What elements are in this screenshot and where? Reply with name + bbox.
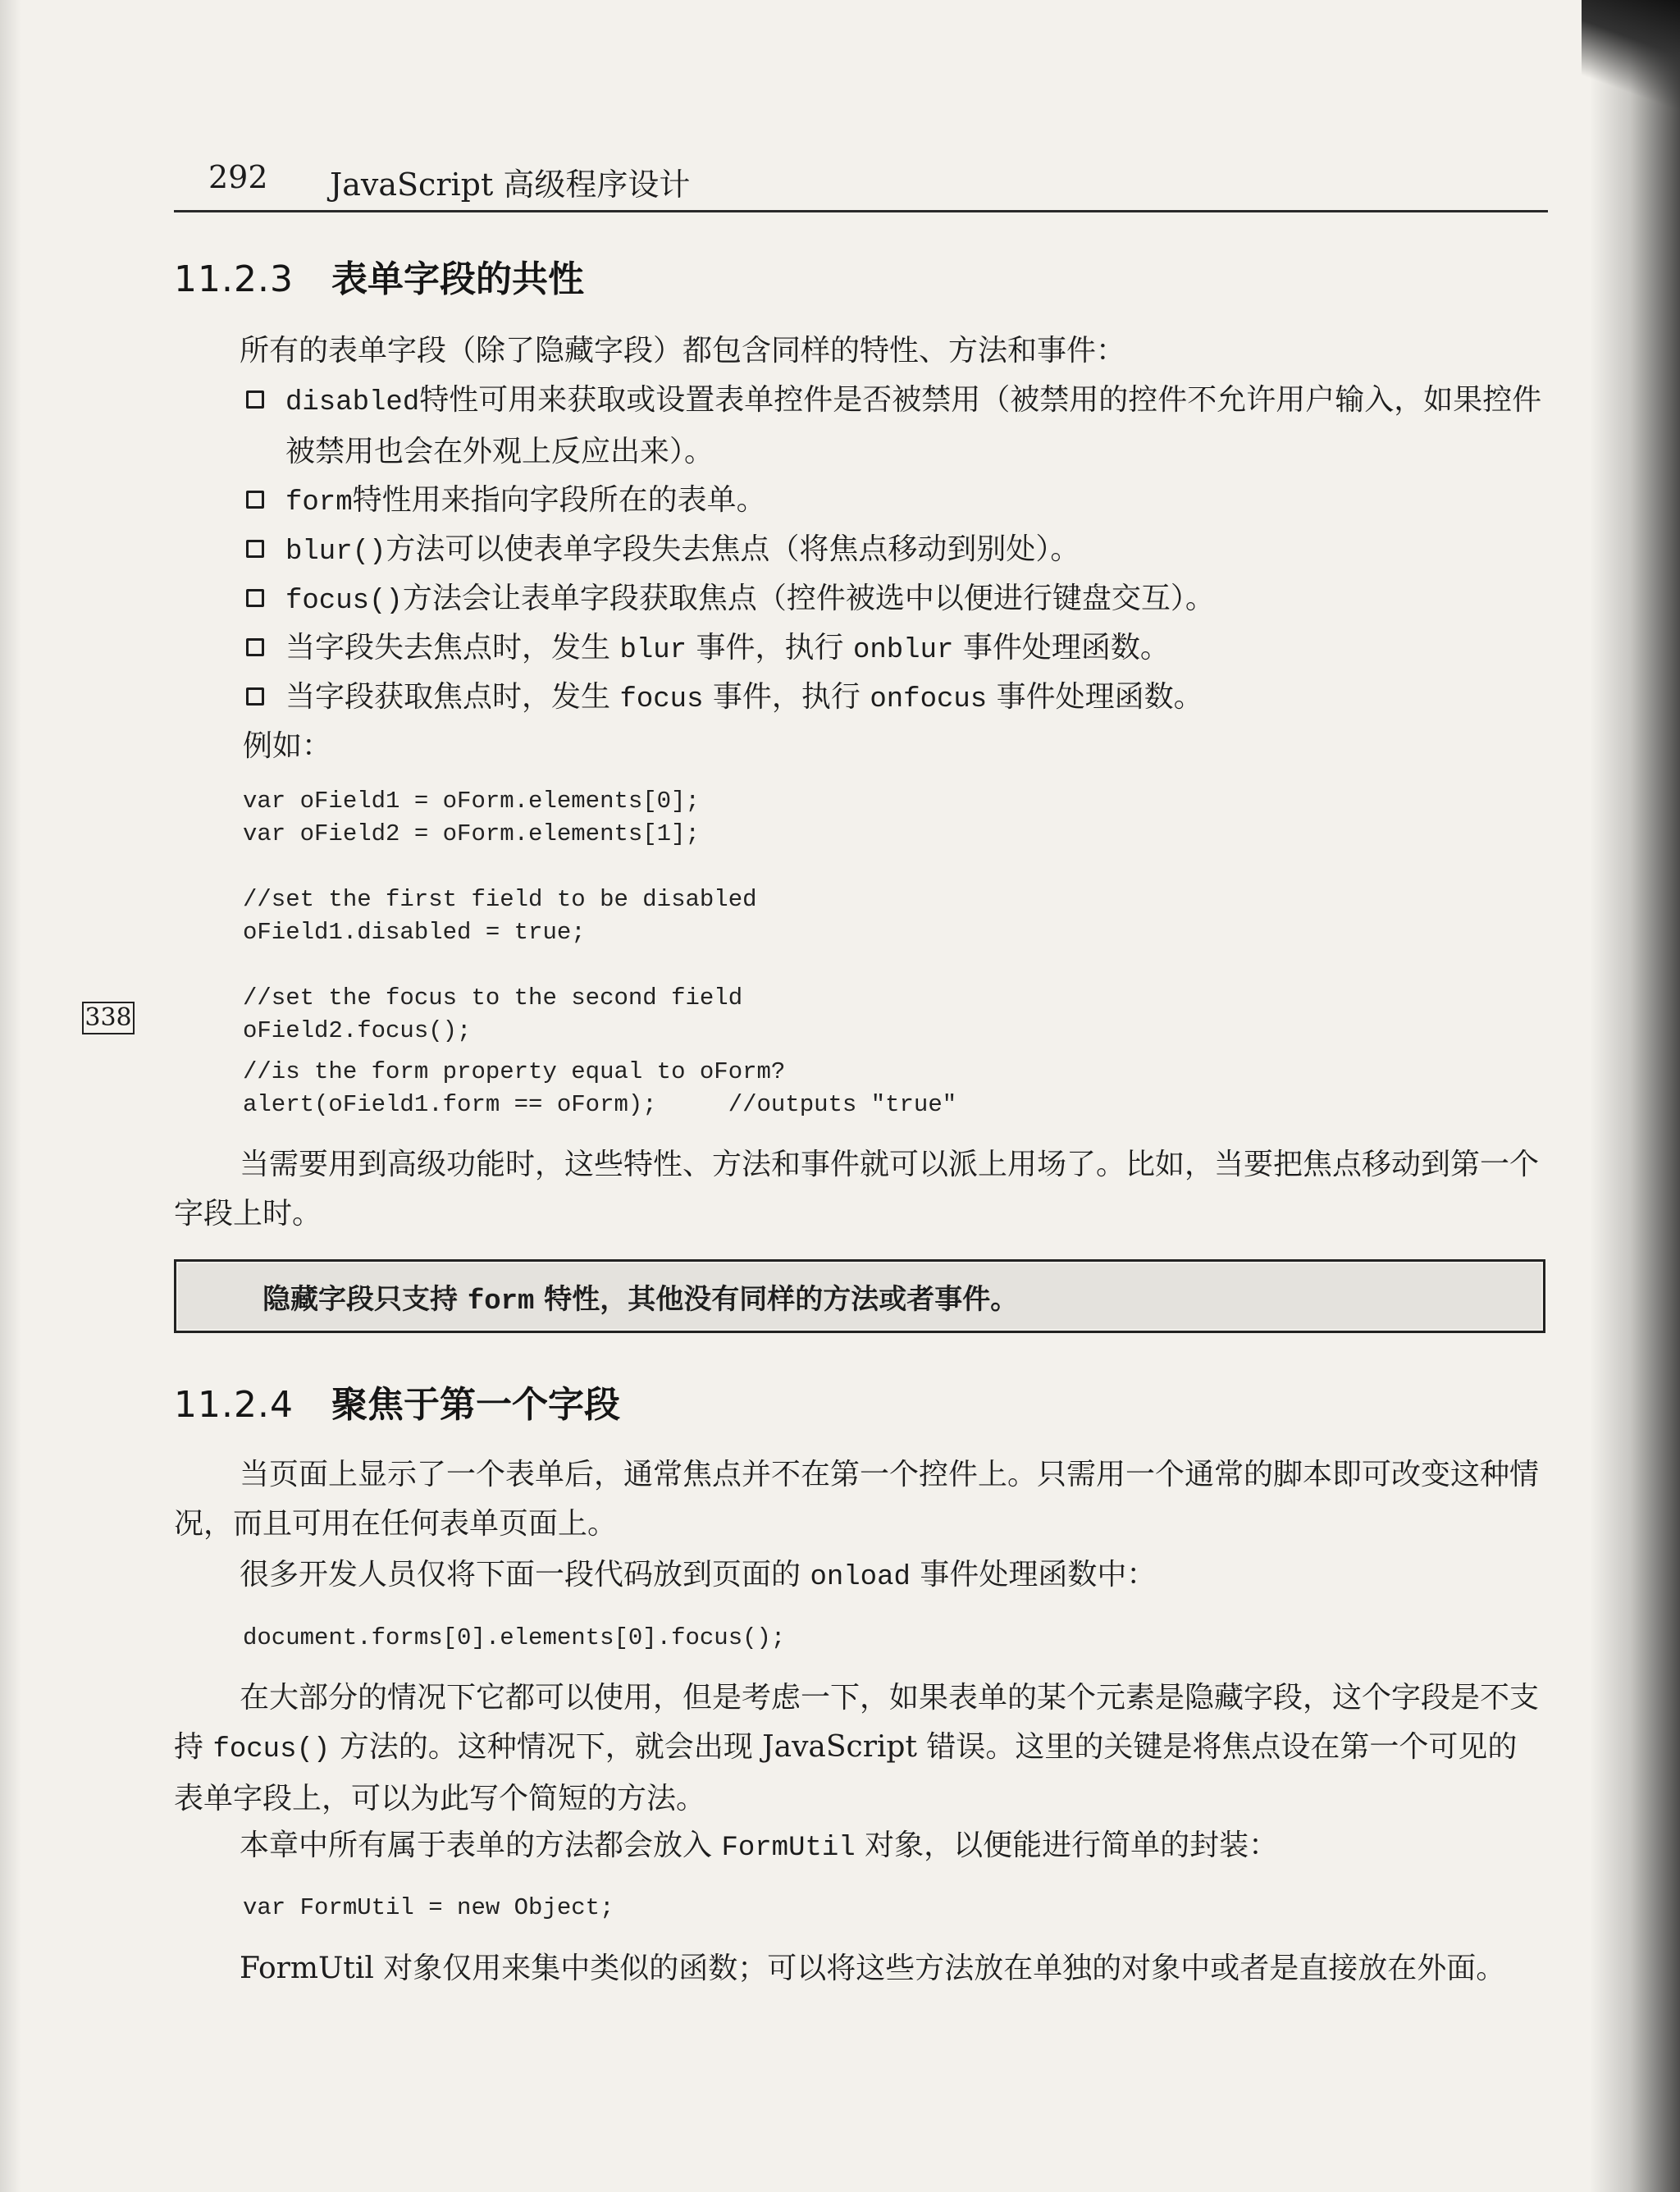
list-item-text: 事件处理函数。: [953, 631, 1170, 664]
note-box: [174, 1259, 1545, 1333]
code-line: var oField1 = oForm.elements[0];: [243, 788, 700, 815]
page-number: 292: [208, 159, 268, 195]
paragraph-text: 本章中所有属于表单的方法都会放入: [240, 1829, 722, 1862]
checkbox-bullet-icon: [246, 589, 264, 607]
note-text-part: 特性，其他没有同样的方法或者事件。: [534, 1283, 1019, 1316]
example-label: 例如：: [243, 729, 332, 763]
body-paragraph: 当需要用到高级功能时，这些特性、方法和事件就可以派上用场了。比如，当要把焦点移动到第一个字段上时。: [174, 1148, 1540, 1231]
checkbox-bullet-icon: [246, 687, 264, 706]
paragraph-text: 很多开发人员仅将下面一段代码放到页面的: [240, 1558, 810, 1591]
code-line: oField1.disabled = true;: [243, 919, 586, 946]
inline-code: focus: [619, 684, 704, 715]
inline-code: focus(): [285, 586, 403, 617]
list-item-text: 事件处理函数。: [987, 680, 1203, 714]
section-title: 表单字段的共性: [331, 258, 584, 300]
inline-code: onblur: [852, 635, 954, 666]
code-line: var oField2 = oForm.elements[1];: [243, 820, 700, 847]
list-item: [244, 673, 1549, 724]
code-line: var FormUtil = new Object;: [243, 1894, 614, 1921]
note-text-part: 隐藏字段只支持: [262, 1283, 468, 1316]
inline-code: disabled: [285, 387, 420, 418]
list-item-text: 当字段失去焦点时，发生: [285, 631, 620, 664]
list-item-text: 方法会让表单字段获取焦点（控件被选中以便进行键盘交互）。: [402, 582, 1215, 615]
intro-paragraph: 所有的表单字段（除了隐藏字段）都包含同样的特性、方法和事件：: [240, 334, 1126, 368]
body-paragraph: [174, 1550, 1544, 1602]
list-item: [244, 623, 1549, 675]
page-corner-fold: [1582, 0, 1680, 123]
list-item-text: 方法可以使表单字段失去焦点（将焦点移动到别处）。: [386, 532, 1080, 566]
inline-code: form: [467, 1286, 535, 1317]
section-heading-11-2-3: [174, 249, 584, 302]
inline-code: form: [285, 487, 353, 518]
body-paragraph: FormUtil 对象仅用来集中类似的函数；可以将这些方法放在单独的对象中或者是直接放在外面。: [240, 1952, 1506, 1985]
section-title: 聚焦于第一个字段: [331, 1384, 620, 1426]
running-header: [174, 156, 1548, 212]
section-number: 11.2.4: [174, 1384, 294, 1426]
list-item: [244, 525, 1549, 577]
page-left-edge: [0, 0, 21, 2192]
page-gutter-shadow: [1590, 0, 1680, 2192]
paragraph-text: 方法的。这种情况下，就会出现 JavaScript 错误。这里的关键是将焦点设在第一个可见的表单字段上，可以为此写个简短的方法。: [174, 1730, 1518, 1815]
paragraph-text: 事件处理函数中：: [910, 1558, 1157, 1591]
code-line: alert(oField1.form == oForm); //outputs "true": [243, 1091, 957, 1118]
inline-code: blur: [619, 635, 687, 666]
body-paragraph: [174, 1674, 1544, 1824]
inline-code: focus(): [212, 1734, 331, 1765]
margin-cross-reference: 338: [82, 1002, 135, 1034]
body-paragraph: [174, 1821, 1544, 1873]
code-line: document.forms[0].elements[0].focus();: [243, 1624, 786, 1651]
list-item-text: 当字段获取焦点时，发生: [285, 680, 620, 714]
book-title: JavaScript 高级程序设计: [330, 167, 691, 203]
checkbox-bullet-icon: [246, 390, 264, 409]
code-line: //set the first field to be disabled: [243, 886, 757, 913]
checkbox-bullet-icon: [246, 491, 264, 509]
list-item: [244, 376, 1549, 477]
checkbox-bullet-icon: [246, 638, 264, 656]
paragraph-text: 对象，以便能进行简单的封装：: [855, 1829, 1279, 1862]
inline-code: blur(): [285, 537, 386, 568]
inline-code: FormUtil: [721, 1833, 856, 1864]
body-paragraph: 当页面上显示了一个表单后，通常焦点并不在第一个控件上。只需用一个通常的脚本即可改变这种情况，而且可用在任何表单页面上。: [174, 1458, 1540, 1541]
list-item: [244, 476, 1549, 527]
code-line: oField2.focus();: [243, 1017, 472, 1044]
paragraph-text: 在大部分的情况下它都可以使用，但是考虑一下，如果表单的某个元素是隐藏字段，这个字段是不支持: [174, 1681, 1540, 1764]
inline-code: onfocus: [870, 684, 988, 715]
list-item-text: 事件，执行: [687, 631, 853, 664]
note-text: [262, 1276, 1018, 1317]
list-item-text: 特性用来指向字段所在的表单。: [352, 483, 766, 517]
section-number: 11.2.3: [174, 258, 294, 300]
list-item-text: 特性可用来获取或设置表单控件是否被禁用（被禁用的控件不允许用户输入，如果控件被禁用也会在外观上反应出来）。: [285, 383, 1542, 468]
checkbox-bullet-icon: [246, 540, 264, 558]
inline-code: onload: [810, 1562, 911, 1593]
list-item-text: 事件，执行: [703, 680, 870, 714]
code-line: //is the form property equal to oForm?: [243, 1058, 786, 1085]
list-item: [244, 574, 1549, 626]
section-heading-11-2-4: [174, 1375, 620, 1427]
code-line: //set the focus to the second field: [243, 984, 743, 1012]
